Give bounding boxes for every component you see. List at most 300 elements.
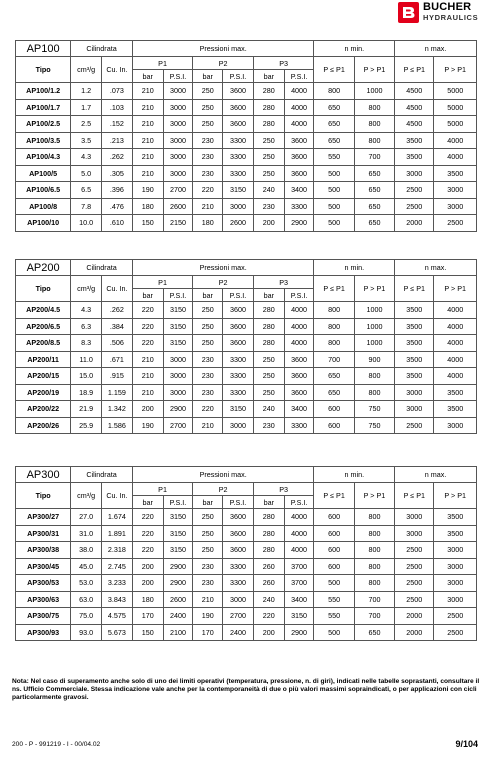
value-cell: 31.0: [71, 525, 102, 542]
header-p3: P3: [253, 57, 314, 70]
value-cell: 220: [193, 182, 223, 199]
header-p2: P2: [193, 57, 254, 70]
value-cell: 1.586: [102, 417, 133, 434]
table-row: [16, 149, 477, 166]
value-cell: 220: [132, 525, 163, 542]
value-cell: 3500: [395, 302, 434, 319]
value-cell: 250: [193, 83, 223, 100]
value-cell: 280: [253, 509, 284, 526]
model-cell: AP300/45: [16, 558, 71, 575]
value-cell: 2500: [395, 575, 434, 592]
header-n-min: n min.: [314, 260, 395, 276]
value-cell: .476: [102, 198, 133, 215]
value-cell: 3150: [223, 401, 254, 418]
value-cell: 800: [314, 302, 354, 319]
value-cell: 220: [132, 509, 163, 526]
value-cell: 3000: [434, 591, 477, 608]
value-cell: 3000: [395, 509, 434, 526]
value-cell: 2500: [395, 558, 434, 575]
table-row: [16, 525, 477, 542]
value-cell: 3300: [223, 351, 254, 368]
value-cell: 250: [193, 302, 223, 319]
header-speed-condition: P > P1: [434, 483, 477, 509]
value-cell: 4500: [395, 116, 434, 133]
value-cell: .305: [102, 165, 133, 182]
value-cell: 230: [193, 132, 223, 149]
value-cell: .213: [102, 132, 133, 149]
value-cell: 600: [314, 558, 354, 575]
table-row: [16, 116, 477, 133]
value-cell: 3700: [284, 575, 314, 592]
value-cell: 3500: [395, 149, 434, 166]
value-cell: 4.575: [102, 608, 133, 625]
value-cell: 2900: [163, 558, 193, 575]
value-cell: 280: [253, 302, 284, 319]
value-cell: 3600: [284, 149, 314, 166]
model-cell: AP200/11: [16, 351, 71, 368]
value-cell: 1.159: [102, 384, 133, 401]
value-cell: 3400: [284, 401, 314, 418]
value-cell: 2500: [395, 182, 434, 199]
value-cell: 3300: [223, 132, 254, 149]
model-cell: AP100/1.7: [16, 99, 71, 116]
value-cell: 3500: [395, 318, 434, 335]
value-cell: 45.0: [71, 558, 102, 575]
value-cell: 550: [314, 608, 354, 625]
header-cilindrata: Cilindrata: [71, 467, 133, 483]
model-cell: AP200/8.5: [16, 335, 71, 352]
value-cell: 4.3: [71, 302, 102, 319]
value-cell: 3.5: [71, 132, 102, 149]
value-cell: 3600: [284, 351, 314, 368]
header-cilindrata: Cilindrata: [71, 260, 133, 276]
header-speed-condition: P ≤ P1: [314, 483, 354, 509]
value-cell: 4000: [284, 525, 314, 542]
spec-table-ap300: [15, 466, 477, 641]
value-cell: 3600: [223, 318, 254, 335]
value-cell: 3600: [223, 302, 254, 319]
table-row: [16, 198, 477, 215]
value-cell: 2500: [395, 198, 434, 215]
value-cell: .671: [102, 351, 133, 368]
value-cell: 53.0: [71, 575, 102, 592]
model-cell: AP200/22: [16, 401, 71, 418]
value-cell: 220: [132, 318, 163, 335]
value-cell: 3000: [163, 165, 193, 182]
header-p1: P1: [132, 276, 193, 289]
value-cell: 1000: [354, 335, 394, 352]
header-n-min: n min.: [314, 467, 395, 483]
value-cell: 210: [132, 132, 163, 149]
value-cell: 250: [193, 335, 223, 352]
value-cell: 280: [253, 83, 284, 100]
value-cell: 210: [132, 165, 163, 182]
value-cell: 190: [193, 608, 223, 625]
model-cell: AP100/6.5: [16, 182, 71, 199]
value-cell: .103: [102, 99, 133, 116]
value-cell: 3150: [163, 509, 193, 526]
value-cell: 4000: [284, 509, 314, 526]
value-cell: 210: [132, 83, 163, 100]
value-cell: .396: [102, 182, 133, 199]
value-cell: 3000: [395, 384, 434, 401]
value-cell: 800: [354, 132, 394, 149]
model-cell: AP100/1.2: [16, 83, 71, 100]
model-cell: AP200/4.5: [16, 302, 71, 319]
model-cell: AP300/38: [16, 542, 71, 559]
value-cell: 200: [132, 558, 163, 575]
value-cell: 3000: [163, 351, 193, 368]
value-cell: 750: [354, 401, 394, 418]
value-cell: 8.3: [71, 335, 102, 352]
value-cell: 230: [193, 384, 223, 401]
value-cell: 800: [354, 509, 394, 526]
header-unit-bar: bar: [253, 496, 284, 509]
value-cell: 3400: [284, 182, 314, 199]
model-cell: AP100/4.3: [16, 149, 71, 166]
header-unit-bar: bar: [193, 496, 223, 509]
value-cell: 230: [193, 368, 223, 385]
header-unit-psi: P.S.I.: [163, 289, 193, 302]
value-cell: 93.0: [71, 624, 102, 641]
header-n-max: n max.: [395, 467, 477, 483]
table-row: [16, 302, 477, 319]
value-cell: 5000: [434, 83, 477, 100]
header-unit-bar: bar: [132, 70, 163, 83]
value-cell: 210: [132, 384, 163, 401]
value-cell: 11.0: [71, 351, 102, 368]
value-cell: 2500: [395, 591, 434, 608]
value-cell: 2.318: [102, 542, 133, 559]
header-unit-psi: P.S.I.: [163, 496, 193, 509]
brand-subname: HYDRAULICS: [423, 13, 479, 22]
value-cell: 2700: [163, 182, 193, 199]
header-speed-condition: P > P1: [354, 57, 394, 83]
value-cell: 3300: [223, 165, 254, 182]
value-cell: 3150: [163, 302, 193, 319]
value-cell: 3000: [223, 591, 254, 608]
value-cell: 2.5: [71, 116, 102, 133]
value-cell: 2900: [284, 624, 314, 641]
value-cell: 3000: [163, 99, 193, 116]
spec-table-ap200: [15, 259, 477, 434]
value-cell: 4000: [284, 318, 314, 335]
value-cell: 280: [253, 335, 284, 352]
value-cell: 2150: [163, 215, 193, 232]
value-cell: 800: [354, 575, 394, 592]
value-cell: 4500: [395, 99, 434, 116]
page-number: 9/104: [455, 739, 478, 749]
value-cell: 1000: [354, 83, 394, 100]
header-unit-bar: bar: [132, 496, 163, 509]
value-cell: 1.342: [102, 401, 133, 418]
header-cilindrata: Cilindrata: [71, 41, 133, 57]
header-speed-condition: P ≤ P1: [395, 483, 434, 509]
value-cell: 4000: [434, 318, 477, 335]
value-cell: 220: [132, 542, 163, 559]
value-cell: 4000: [434, 368, 477, 385]
value-cell: 4000: [434, 149, 477, 166]
value-cell: 4000: [434, 335, 477, 352]
value-cell: 21.9: [71, 401, 102, 418]
value-cell: 2.745: [102, 558, 133, 575]
value-cell: 3000: [434, 575, 477, 592]
value-cell: 210: [132, 149, 163, 166]
value-cell: 2900: [163, 575, 193, 592]
value-cell: 220: [253, 608, 284, 625]
value-cell: 3600: [284, 132, 314, 149]
value-cell: 5.673: [102, 624, 133, 641]
value-cell: .384: [102, 318, 133, 335]
value-cell: 3400: [284, 591, 314, 608]
value-cell: 1.7: [71, 99, 102, 116]
value-cell: 650: [354, 624, 394, 641]
header-cm3g: cm³/g: [71, 276, 102, 302]
value-cell: 3150: [163, 335, 193, 352]
value-cell: 4.3: [71, 149, 102, 166]
value-cell: 3600: [223, 335, 254, 352]
note-text: Nota: Nel caso di superamento anche solo di uno dei limiti operativi (temperatura, pressione, n. di giri), indicati nelle tabelle soprastanti, consultare il ns. Ufficio Commerciale. Stessa indicazione vale anche per la contemporaneità di due o più valori massimi sopraindicati, o per applicazioni con cicli particolarmente gravosi.: [12, 678, 480, 701]
header-n-min: n min.: [314, 41, 395, 57]
value-cell: 3600: [223, 116, 254, 133]
model-cell: AP100/10: [16, 215, 71, 232]
value-cell: 3000: [163, 384, 193, 401]
value-cell: 5.0: [71, 165, 102, 182]
table-row: [16, 318, 477, 335]
value-cell: 600: [314, 417, 354, 434]
value-cell: 260: [253, 575, 284, 592]
value-cell: 220: [132, 335, 163, 352]
value-cell: 800: [314, 318, 354, 335]
model-cell: AP300/75: [16, 608, 71, 625]
value-cell: 800: [354, 525, 394, 542]
value-cell: 250: [193, 509, 223, 526]
value-cell: 170: [193, 624, 223, 641]
value-cell: 250: [253, 132, 284, 149]
value-cell: 180: [193, 215, 223, 232]
value-cell: 3300: [223, 558, 254, 575]
header-cu-in: Cu. In.: [102, 483, 133, 509]
header-cm3g: cm³/g: [71, 57, 102, 83]
table-row: [16, 182, 477, 199]
value-cell: 3000: [434, 198, 477, 215]
model-cell: AP200/6.5: [16, 318, 71, 335]
value-cell: 3.843: [102, 591, 133, 608]
header-cu-in: Cu. In.: [102, 57, 133, 83]
header-pressioni: Pressioni max.: [132, 467, 314, 483]
value-cell: 210: [193, 591, 223, 608]
value-cell: 2500: [434, 624, 477, 641]
value-cell: 3000: [163, 83, 193, 100]
value-cell: 1000: [354, 302, 394, 319]
table-row: [16, 417, 477, 434]
value-cell: 3600: [223, 509, 254, 526]
value-cell: 25.9: [71, 417, 102, 434]
value-cell: 3000: [163, 149, 193, 166]
value-cell: 280: [253, 542, 284, 559]
value-cell: 3300: [284, 417, 314, 434]
value-cell: 230: [253, 198, 284, 215]
value-cell: 4000: [284, 99, 314, 116]
value-cell: .610: [102, 215, 133, 232]
table-title: AP100: [16, 41, 71, 57]
value-cell: 250: [253, 384, 284, 401]
value-cell: 3150: [284, 608, 314, 625]
value-cell: 6.5: [71, 182, 102, 199]
value-cell: 3300: [223, 149, 254, 166]
bucher-hydraulics-logo: [398, 2, 488, 24]
value-cell: 250: [193, 318, 223, 335]
value-cell: 800: [354, 116, 394, 133]
header-speed-condition: P ≤ P1: [395, 57, 434, 83]
value-cell: 18.9: [71, 384, 102, 401]
table-row: [16, 368, 477, 385]
value-cell: 500: [314, 198, 354, 215]
value-cell: 150: [132, 624, 163, 641]
table-row: [16, 132, 477, 149]
bucher-logo-icon: [398, 2, 419, 23]
value-cell: 280: [253, 99, 284, 116]
value-cell: 650: [314, 384, 354, 401]
value-cell: 170: [132, 608, 163, 625]
header-p3: P3: [253, 276, 314, 289]
value-cell: 800: [354, 542, 394, 559]
value-cell: 4000: [434, 302, 477, 319]
value-cell: 3500: [395, 351, 434, 368]
value-cell: 800: [314, 83, 354, 100]
value-cell: 700: [314, 351, 354, 368]
value-cell: 3000: [434, 542, 477, 559]
value-cell: 6.3: [71, 318, 102, 335]
value-cell: 63.0: [71, 591, 102, 608]
value-cell: 4000: [284, 83, 314, 100]
header-pressioni: Pressioni max.: [132, 260, 314, 276]
header-p3: P3: [253, 483, 314, 496]
value-cell: 900: [354, 351, 394, 368]
value-cell: 650: [314, 132, 354, 149]
value-cell: .506: [102, 335, 133, 352]
value-cell: 250: [193, 525, 223, 542]
header-unit-bar: bar: [132, 289, 163, 302]
value-cell: 3600: [223, 525, 254, 542]
model-cell: AP200/19: [16, 384, 71, 401]
table-row: [16, 351, 477, 368]
value-cell: 2500: [395, 542, 434, 559]
value-cell: 1000: [354, 318, 394, 335]
value-cell: 800: [354, 384, 394, 401]
table-row: [16, 335, 477, 352]
brand-name: BUCHER: [423, 1, 472, 13]
value-cell: 500: [314, 624, 354, 641]
model-cell: AP300/63: [16, 591, 71, 608]
table-row: [16, 509, 477, 526]
header-unit-bar: bar: [193, 289, 223, 302]
value-cell: 4500: [395, 83, 434, 100]
value-cell: 190: [132, 417, 163, 434]
value-cell: 800: [314, 335, 354, 352]
model-cell: AP300/93: [16, 624, 71, 641]
value-cell: 200: [132, 401, 163, 418]
table-title: AP300: [16, 467, 71, 483]
value-cell: .262: [102, 149, 133, 166]
value-cell: 250: [253, 368, 284, 385]
value-cell: 3000: [163, 132, 193, 149]
header-p1: P1: [132, 57, 193, 70]
value-cell: 210: [132, 99, 163, 116]
value-cell: 210: [193, 417, 223, 434]
value-cell: 3500: [434, 384, 477, 401]
table-row: [16, 215, 477, 232]
table-row: [16, 99, 477, 116]
value-cell: 1.2: [71, 83, 102, 100]
value-cell: 500: [314, 165, 354, 182]
value-cell: 4000: [284, 116, 314, 133]
value-cell: 3150: [223, 182, 254, 199]
value-cell: 3300: [284, 198, 314, 215]
value-cell: 3150: [163, 525, 193, 542]
value-cell: 2000: [395, 215, 434, 232]
value-cell: 4000: [434, 351, 477, 368]
table-row: [16, 575, 477, 592]
table-row: [16, 165, 477, 182]
value-cell: 210: [132, 368, 163, 385]
value-cell: 3000: [434, 558, 477, 575]
header-tipo: Tipo: [16, 483, 71, 509]
model-cell: AP300/27: [16, 509, 71, 526]
header-speed-condition: P > P1: [354, 483, 394, 509]
value-cell: 3000: [223, 198, 254, 215]
value-cell: 650: [314, 99, 354, 116]
value-cell: 5000: [434, 99, 477, 116]
value-cell: 3000: [434, 182, 477, 199]
header-n-max: n max.: [395, 260, 477, 276]
value-cell: 650: [314, 368, 354, 385]
header-speed-condition: P > P1: [354, 276, 394, 302]
value-cell: 700: [354, 149, 394, 166]
model-cell: AP300/31: [16, 525, 71, 542]
value-cell: 500: [314, 182, 354, 199]
value-cell: 2700: [163, 417, 193, 434]
value-cell: 3500: [434, 401, 477, 418]
value-cell: 230: [253, 417, 284, 434]
value-cell: 210: [132, 116, 163, 133]
value-cell: 3000: [395, 401, 434, 418]
value-cell: 1.891: [102, 525, 133, 542]
value-cell: 230: [193, 351, 223, 368]
value-cell: 3500: [395, 368, 434, 385]
header-p2: P2: [193, 276, 254, 289]
value-cell: 650: [354, 198, 394, 215]
value-cell: 550: [314, 591, 354, 608]
value-cell: 3600: [223, 83, 254, 100]
value-cell: 4000: [434, 132, 477, 149]
value-cell: 2900: [284, 215, 314, 232]
value-cell: 180: [132, 198, 163, 215]
value-cell: 750: [354, 417, 394, 434]
table-row: [16, 558, 477, 575]
header-unit-psi: P.S.I.: [223, 70, 254, 83]
value-cell: 260: [253, 558, 284, 575]
value-cell: 2700: [223, 608, 254, 625]
value-cell: 230: [193, 149, 223, 166]
header-pressioni: Pressioni max.: [132, 41, 314, 57]
value-cell: .073: [102, 83, 133, 100]
value-cell: 3500: [434, 165, 477, 182]
value-cell: 250: [253, 351, 284, 368]
value-cell: 3600: [223, 99, 254, 116]
header-unit-bar: bar: [253, 289, 284, 302]
value-cell: 500: [314, 215, 354, 232]
